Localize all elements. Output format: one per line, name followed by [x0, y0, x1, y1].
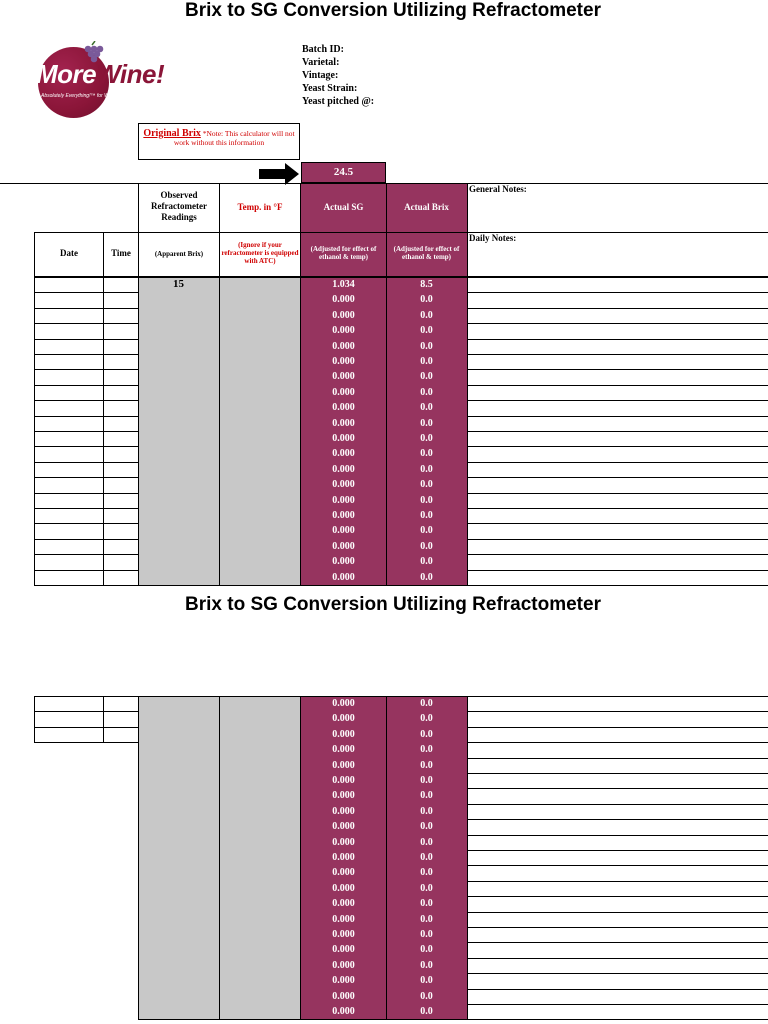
- adjusted-brix-header: (Adjusted for effect of ethanol & temp): [393, 245, 460, 261]
- actual-sg-value: 0.000: [332, 340, 355, 352]
- yeast-strain-label: Yeast Strain:: [302, 83, 358, 94]
- observed-reading-cell[interactable]: [138, 400, 219, 415]
- adjusted-sg-header: (Adjusted for effect of ethanol & temp): [310, 245, 377, 261]
- observed-reading-cell[interactable]: [138, 523, 219, 538]
- yeast-pitched-label: Yeast pitched @:: [302, 96, 375, 107]
- date-cell[interactable]: [34, 354, 103, 369]
- observed-reading-cell[interactable]: [138, 446, 219, 461]
- daily-notes-cell[interactable]: [467, 927, 768, 942]
- observed-reading-cell[interactable]: [138, 804, 219, 819]
- actual-brix-value: 0.0: [420, 417, 433, 429]
- observed-reading-cell[interactable]: [138, 758, 219, 773]
- actual-brix-value: 0.0: [420, 556, 433, 568]
- daily-notes-cell[interactable]: [467, 850, 768, 865]
- actual-brix-value: 0.0: [420, 325, 433, 337]
- actual-sg-value: 0.000: [332, 744, 355, 756]
- observed-reading-cell[interactable]: [138, 416, 219, 431]
- actual-sg-value: 0.000: [332, 959, 355, 971]
- observed-reading-cell[interactable]: [138, 308, 219, 323]
- actual-sg-value: 0.000: [332, 759, 355, 771]
- actual-brix-value: 0.0: [420, 402, 433, 414]
- actual-brix-value: 0.0: [420, 448, 433, 460]
- actual-brix-value: 0.0: [420, 340, 433, 352]
- temp-cell[interactable]: [219, 727, 300, 742]
- date-cell[interactable]: [34, 292, 103, 307]
- date-cell[interactable]: [34, 539, 103, 554]
- temp-cell[interactable]: [219, 742, 300, 757]
- temp-cell[interactable]: [219, 292, 300, 307]
- daily-notes-cell[interactable]: [467, 277, 768, 292]
- date-cell[interactable]: [34, 493, 103, 508]
- time-cell[interactable]: [103, 339, 138, 354]
- date-cell[interactable]: [34, 446, 103, 461]
- batch-id-label: Batch ID:: [302, 44, 344, 55]
- actual-brix-value: 0.0: [420, 463, 433, 475]
- arrow-right-icon: [259, 163, 299, 185]
- actual-brix-value: 0.0: [420, 479, 433, 491]
- observed-reading-cell[interactable]: [138, 431, 219, 446]
- daily-notes-cell[interactable]: [467, 896, 768, 911]
- temp-cell[interactable]: [219, 369, 300, 384]
- temp-cell[interactable]: [219, 896, 300, 911]
- date-cell[interactable]: [34, 308, 103, 323]
- temp-cell[interactable]: [219, 758, 300, 773]
- actual-sg-value: 0.000: [332, 525, 355, 537]
- actual-sg-value: 0.000: [332, 571, 355, 583]
- actual-sg-value: 0.000: [332, 294, 355, 306]
- date-cell[interactable]: [34, 339, 103, 354]
- observed-reading-cell[interactable]: [138, 881, 219, 896]
- original-brix-note: [138, 123, 300, 160]
- actual-sg-value: 0.000: [332, 433, 355, 444]
- daily-notes-cell[interactable]: [467, 416, 768, 431]
- date-header: Date: [60, 248, 78, 258]
- observed-reading-cell[interactable]: [138, 493, 219, 508]
- daily-notes-cell[interactable]: [467, 696, 768, 711]
- observed-reading-cell[interactable]: [138, 788, 219, 803]
- time-cell[interactable]: [103, 446, 138, 461]
- time-cell[interactable]: [103, 323, 138, 338]
- daily-notes-cell[interactable]: [467, 462, 768, 477]
- time-cell[interactable]: [103, 493, 138, 508]
- time-cell[interactable]: [103, 554, 138, 569]
- actual-brix-value: 0.0: [420, 775, 433, 786]
- actual-sg-value: 1.034: [332, 279, 355, 290]
- actual-brix-value: 0.0: [420, 805, 433, 817]
- actual-sg-value: 0.000: [332, 309, 355, 321]
- apparent-brix-header: (Apparent Brix): [154, 250, 204, 258]
- temp-cell[interactable]: [219, 446, 300, 461]
- temp-cell[interactable]: [219, 927, 300, 942]
- observed-reading-cell[interactable]: [138, 942, 219, 957]
- temp-cell[interactable]: [219, 570, 300, 585]
- actual-brix-value: 0.0: [420, 494, 433, 506]
- date-cell[interactable]: [34, 696, 103, 711]
- temp-cell[interactable]: [219, 477, 300, 492]
- daily-notes-cell[interactable]: [467, 477, 768, 492]
- temp-cell[interactable]: [219, 323, 300, 338]
- observed-reading-cell[interactable]: [138, 292, 219, 307]
- actual-sg-value: 0.000: [332, 479, 355, 491]
- actual-sg-value: 0.000: [332, 805, 355, 817]
- actual-brix-value: 0.0: [420, 540, 433, 552]
- actual-brix-value: 8.5: [420, 279, 433, 290]
- date-cell[interactable]: [34, 727, 103, 742]
- observed-reading-cell[interactable]: [138, 711, 219, 726]
- time-cell[interactable]: [103, 431, 138, 446]
- date-cell[interactable]: [34, 416, 103, 431]
- actual-brix-value: 0.0: [420, 294, 433, 306]
- actual-sg-value: 0.000: [332, 510, 355, 521]
- date-cell[interactable]: [34, 554, 103, 569]
- temp-cell[interactable]: [219, 462, 300, 477]
- observed-reading-cell[interactable]: [138, 323, 219, 338]
- observed-reading-cell[interactable]: [138, 865, 219, 880]
- atc-note-header: (Ignore if your refractometer is equipped with ATC): [221, 241, 299, 265]
- actual-brix-value: 0.0: [420, 356, 433, 367]
- observed-reading-cell[interactable]: [138, 850, 219, 865]
- actual-sg-value: 0.000: [332, 728, 355, 740]
- daily-notes-cell[interactable]: [467, 539, 768, 554]
- observed-reading-cell[interactable]: [138, 927, 219, 942]
- observed-reading-cell[interactable]: [138, 958, 219, 973]
- time-cell[interactable]: [103, 277, 138, 292]
- daily-notes-cell[interactable]: [467, 804, 768, 819]
- temp-cell[interactable]: [219, 539, 300, 554]
- temp-cell[interactable]: [219, 989, 300, 1004]
- original-brix-input[interactable]: 24.5: [301, 162, 386, 183]
- actual-sg-value: 0.000: [332, 713, 355, 725]
- date-cell[interactable]: [34, 711, 103, 726]
- actual-sg-value: 0.000: [332, 463, 355, 475]
- actual-brix-value: 0.0: [420, 386, 433, 398]
- observed-reading-cell[interactable]: [138, 819, 219, 834]
- observed-reading-cell[interactable]: [138, 773, 219, 788]
- actual-brix-value: 0.0: [420, 852, 433, 863]
- actual-brix-value: 0.0: [420, 510, 433, 521]
- time-cell[interactable]: [103, 354, 138, 369]
- actual-brix-value: 0.0: [420, 990, 433, 1002]
- actual-sg-value: 0.000: [332, 540, 355, 552]
- time-header: Time: [111, 248, 131, 258]
- actual-brix-value: 0.0: [420, 913, 433, 925]
- actual-brix-value: 0.0: [420, 371, 433, 383]
- temp-cell[interactable]: [219, 696, 300, 711]
- time-cell[interactable]: [103, 523, 138, 538]
- daily-notes-cell[interactable]: [467, 446, 768, 461]
- daily-notes-cell[interactable]: [467, 958, 768, 973]
- temp-cell[interactable]: [219, 385, 300, 400]
- observed-reading-cell[interactable]: [138, 539, 219, 554]
- time-cell[interactable]: [103, 308, 138, 323]
- actual-sg-value: 0.000: [332, 944, 355, 956]
- logo-wordmark: MoreWine!: [36, 59, 165, 89]
- time-cell[interactable]: [103, 400, 138, 415]
- date-cell[interactable]: [34, 570, 103, 585]
- time-cell[interactable]: [103, 462, 138, 477]
- actual-brix-value: 0.0: [420, 929, 433, 940]
- daily-notes-label: Daily Notes:: [469, 233, 517, 243]
- batch-info: [302, 43, 374, 108]
- observed-reading-cell[interactable]: [138, 369, 219, 384]
- varietal-label: Varietal:: [302, 57, 340, 68]
- daily-notes-cell[interactable]: [467, 508, 768, 523]
- temp-cell[interactable]: [219, 788, 300, 803]
- daily-notes-cell[interactable]: [467, 1004, 768, 1019]
- time-cell[interactable]: [103, 570, 138, 585]
- actual-sg-value: 0.000: [332, 371, 355, 383]
- observed-reading-cell[interactable]: [138, 896, 219, 911]
- actual-sg-value: 0.000: [332, 1006, 355, 1017]
- temp-cell[interactable]: [219, 912, 300, 927]
- actual-sg-value: 0.000: [332, 402, 355, 414]
- actual-brix-value: 0.0: [420, 898, 433, 910]
- daily-notes-cell[interactable]: [467, 570, 768, 585]
- date-cell[interactable]: [34, 462, 103, 477]
- temp-cell[interactable]: [219, 819, 300, 834]
- daily-notes-cell[interactable]: [467, 369, 768, 384]
- daily-notes-cell[interactable]: [467, 788, 768, 803]
- temp-header: Temp. in °F: [237, 202, 283, 212]
- temp-cell[interactable]: [219, 508, 300, 523]
- date-cell[interactable]: [34, 277, 103, 292]
- morewine-logo: [36, 41, 226, 119]
- logo-tagline: Absolutely Everything!™ for Wine-Making: [41, 93, 134, 99]
- observed-reading-value: 15: [173, 278, 184, 290]
- daily-notes-cell[interactable]: [467, 742, 768, 757]
- daily-notes-cell[interactable]: [467, 323, 768, 338]
- temp-cell[interactable]: [219, 973, 300, 988]
- daily-notes-cell[interactable]: [467, 773, 768, 788]
- temp-cell[interactable]: [219, 711, 300, 726]
- actual-sg-value: 0.000: [332, 494, 355, 506]
- actual-brix-value: 0.0: [420, 698, 433, 709]
- temp-cell[interactable]: [219, 1004, 300, 1019]
- actual-sg-value: 0.000: [332, 975, 355, 987]
- temp-cell[interactable]: [219, 881, 300, 896]
- actual-brix-value: 0.0: [420, 790, 433, 802]
- actual-sg-value: 0.000: [332, 929, 355, 940]
- daily-notes-cell[interactable]: [467, 881, 768, 896]
- temp-cell[interactable]: [219, 400, 300, 415]
- actual-sg-value: 0.000: [332, 386, 355, 398]
- actual-brix-value: 0.0: [420, 759, 433, 771]
- observed-header: Observed Refractometer Readings: [151, 190, 207, 222]
- temp-cell[interactable]: [219, 865, 300, 880]
- actual-brix-value: 0.0: [420, 944, 433, 956]
- daily-notes-cell[interactable]: [467, 989, 768, 1004]
- time-cell[interactable]: [103, 508, 138, 523]
- observed-reading-cell[interactable]: [138, 385, 219, 400]
- date-cell[interactable]: [34, 508, 103, 523]
- time-cell[interactable]: [103, 477, 138, 492]
- date-cell[interactable]: [34, 400, 103, 415]
- actual-brix-value: 0.0: [420, 975, 433, 987]
- date-cell[interactable]: [34, 477, 103, 492]
- actual-brix-value: 0.0: [420, 836, 433, 848]
- temp-cell[interactable]: [219, 339, 300, 354]
- actual-sg-value: 0.000: [332, 836, 355, 848]
- daily-notes-cell[interactable]: [467, 942, 768, 957]
- daily-notes-cell[interactable]: [467, 493, 768, 508]
- actual-sg-value: 0.000: [332, 898, 355, 910]
- daily-notes-cell[interactable]: [467, 431, 768, 446]
- actual-sg-value: 0.000: [332, 448, 355, 460]
- actual-brix-value: 0.0: [420, 1006, 433, 1017]
- time-cell[interactable]: [103, 292, 138, 307]
- date-cell[interactable]: [34, 369, 103, 384]
- date-cell[interactable]: [34, 523, 103, 538]
- temp-cell[interactable]: [219, 942, 300, 957]
- temp-cell[interactable]: [219, 416, 300, 431]
- actual-brix-value: 0.0: [420, 882, 433, 894]
- daily-notes-cell[interactable]: [467, 523, 768, 538]
- date-cell[interactable]: [34, 431, 103, 446]
- actual-brix-value: 0.0: [420, 525, 433, 537]
- daily-notes-cell[interactable]: [467, 865, 768, 880]
- actual-sg-value: 0.000: [332, 882, 355, 894]
- actual-sg-value: 0.000: [332, 325, 355, 337]
- observed-reading-cell[interactable]: [138, 354, 219, 369]
- actual-brix-value: 0.0: [420, 571, 433, 583]
- daily-notes-cell[interactable]: [467, 711, 768, 726]
- temp-cell[interactable]: [219, 850, 300, 865]
- actual-sg-value: 0.000: [332, 913, 355, 925]
- daily-notes-cell[interactable]: [467, 912, 768, 927]
- date-cell[interactable]: [34, 385, 103, 400]
- actual-brix-value: 0.0: [420, 867, 433, 879]
- temp-cell[interactable]: [219, 773, 300, 788]
- daily-notes-cell[interactable]: [467, 758, 768, 773]
- time-cell[interactable]: [103, 711, 138, 726]
- time-cell[interactable]: [103, 696, 138, 711]
- note-text: *Note: This calculator will not work without this information: [173, 129, 295, 147]
- actual-brix-value: 0.0: [420, 433, 433, 444]
- general-notes-label: General Notes:: [469, 184, 527, 194]
- vintage-label: Vintage:: [302, 70, 339, 81]
- actual-sg-value: 0.000: [332, 356, 355, 367]
- date-cell[interactable]: [34, 323, 103, 338]
- actual-brix-header: Actual Brix: [404, 202, 449, 212]
- temp-cell[interactable]: [219, 523, 300, 538]
- daily-notes-cell[interactable]: [467, 400, 768, 415]
- actual-brix-value: 0.0: [420, 744, 433, 756]
- actual-brix-value: 0.0: [420, 728, 433, 740]
- actual-sg-value: 0.000: [332, 698, 355, 709]
- time-cell[interactable]: [103, 385, 138, 400]
- actual-sg-value: 0.000: [332, 417, 355, 429]
- time-cell[interactable]: [103, 416, 138, 431]
- actual-brix-value: 0.0: [420, 821, 433, 833]
- observed-reading-cell[interactable]: [138, 1004, 219, 1019]
- temp-cell[interactable]: [219, 804, 300, 819]
- observed-reading-cell[interactable]: [138, 508, 219, 523]
- page-title: Brix to SG Conversion Utilizing Refractometer: [185, 0, 601, 21]
- actual-sg-value: 0.000: [332, 790, 355, 802]
- daily-notes-cell[interactable]: [467, 339, 768, 354]
- temp-cell[interactable]: [219, 493, 300, 508]
- observed-reading-cell[interactable]: [138, 727, 219, 742]
- daily-notes-cell[interactable]: [467, 292, 768, 307]
- observed-reading-cell[interactable]: [138, 912, 219, 927]
- observed-reading-cell[interactable]: [138, 462, 219, 477]
- observed-reading-cell[interactable]: [138, 973, 219, 988]
- temp-cell[interactable]: [219, 277, 300, 292]
- time-cell[interactable]: [103, 369, 138, 384]
- observed-reading-cell[interactable]: [138, 570, 219, 585]
- daily-notes-cell[interactable]: [467, 727, 768, 742]
- observed-reading-cell[interactable]: [138, 742, 219, 757]
- actual-sg-value: 0.000: [332, 775, 355, 786]
- page-title-repeat: Brix to SG Conversion Utilizing Refractometer: [185, 594, 601, 615]
- actual-brix-value: 0.0: [420, 959, 433, 971]
- observed-reading-cell[interactable]: [138, 339, 219, 354]
- daily-notes-cell[interactable]: [467, 385, 768, 400]
- daily-notes-cell[interactable]: [467, 554, 768, 569]
- actual-sg-value: 0.000: [332, 821, 355, 833]
- daily-notes-cell[interactable]: [467, 354, 768, 369]
- time-cell[interactable]: [103, 727, 138, 742]
- daily-notes-cell[interactable]: [467, 308, 768, 323]
- temp-cell[interactable]: [219, 835, 300, 850]
- actual-sg-value: 0.000: [332, 852, 355, 863]
- original-brix-label: Original Brix: [143, 128, 201, 139]
- time-cell[interactable]: [103, 539, 138, 554]
- actual-sg-value: 0.000: [332, 990, 355, 1002]
- daily-notes-cell[interactable]: [467, 819, 768, 834]
- actual-sg-value: 0.000: [332, 867, 355, 879]
- actual-sg-value: 0.000: [332, 556, 355, 568]
- temp-cell[interactable]: [219, 958, 300, 973]
- temp-cell[interactable]: [219, 554, 300, 569]
- temp-cell[interactable]: [219, 354, 300, 369]
- temp-cell[interactable]: [219, 431, 300, 446]
- daily-notes-cell[interactable]: [467, 835, 768, 850]
- observed-reading-cell[interactable]: [138, 554, 219, 569]
- actual-brix-value: 0.0: [420, 309, 433, 321]
- observed-reading-cell[interactable]: [138, 989, 219, 1004]
- observed-reading-cell[interactable]: [138, 477, 219, 492]
- temp-cell[interactable]: [219, 308, 300, 323]
- observed-reading-cell[interactable]: [138, 696, 219, 711]
- observed-reading-cell[interactable]: [138, 835, 219, 850]
- actual-sg-header: Actual SG: [323, 202, 364, 212]
- actual-brix-value: 0.0: [420, 713, 433, 725]
- daily-notes-cell[interactable]: [467, 973, 768, 988]
